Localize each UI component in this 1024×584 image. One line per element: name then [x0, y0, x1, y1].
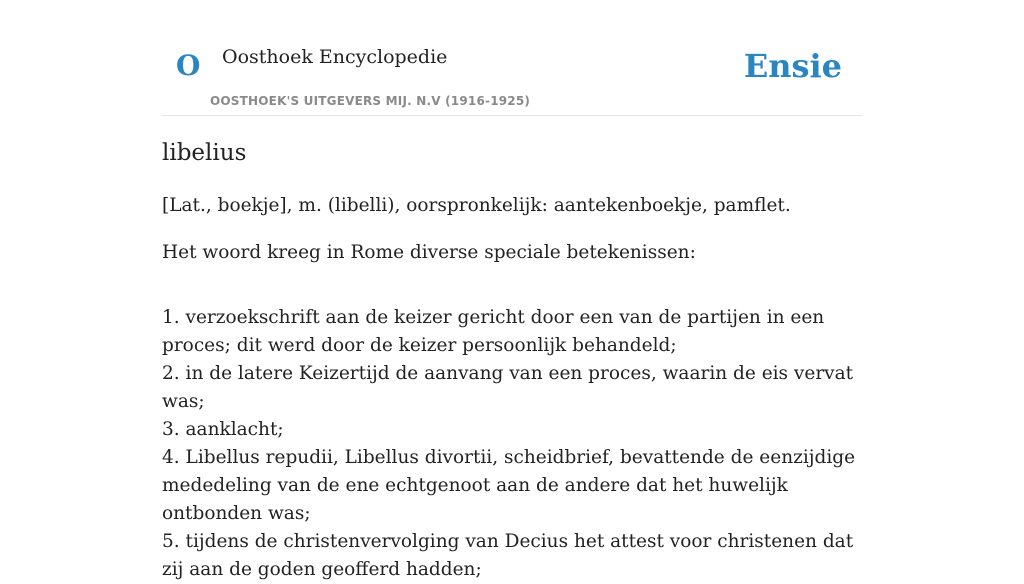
header [162, 0, 862, 116]
entry-body [162, 192, 862, 584]
list-item: 1. verzoekschrift aan de keizer gericht door een van de partijen in een proces; dit werd door de keizer persoonlijk behandeld; [162, 307, 825, 356]
entry-title: libelius [162, 140, 247, 166]
publication-title[interactable]: Oosthoek Encyclopedie [222, 46, 448, 68]
list-item: 2. in de latere Keizertijd de aanvang van een proces, waarin de eis vervat was; [162, 363, 854, 412]
list-item: 5. tijdens de christenvervolging van Decius het attest voor christenen dat zij aan de goden geofferd hadden; [162, 531, 854, 580]
list-item: 3. aanklacht; [162, 419, 284, 440]
publication-logo-icon[interactable]: O [176, 49, 201, 82]
list-item: 4. Libellus repudii, Libellus divortii, scheidbrief, bevattende de eenzijdige mededeling van de ene echtgenoot aan de andere dat het huwelijk ontbonden was; [162, 447, 856, 524]
ensie-logo[interactable]: Ensie [743, 47, 842, 85]
entry-definition: [Lat., boekje], m. (libelli), oorspronkelijk: aantekenboekje, pamflet. [162, 195, 791, 216]
page [162, 0, 862, 580]
entry-intro: Het woord kreeg in Rome diverse speciale betekenissen: [162, 242, 696, 263]
publisher-name: OOSTHOEK'S UITGEVERS MIJ. N.V (1916-1925) [210, 94, 531, 108]
entry-meanings-list [162, 304, 862, 584]
